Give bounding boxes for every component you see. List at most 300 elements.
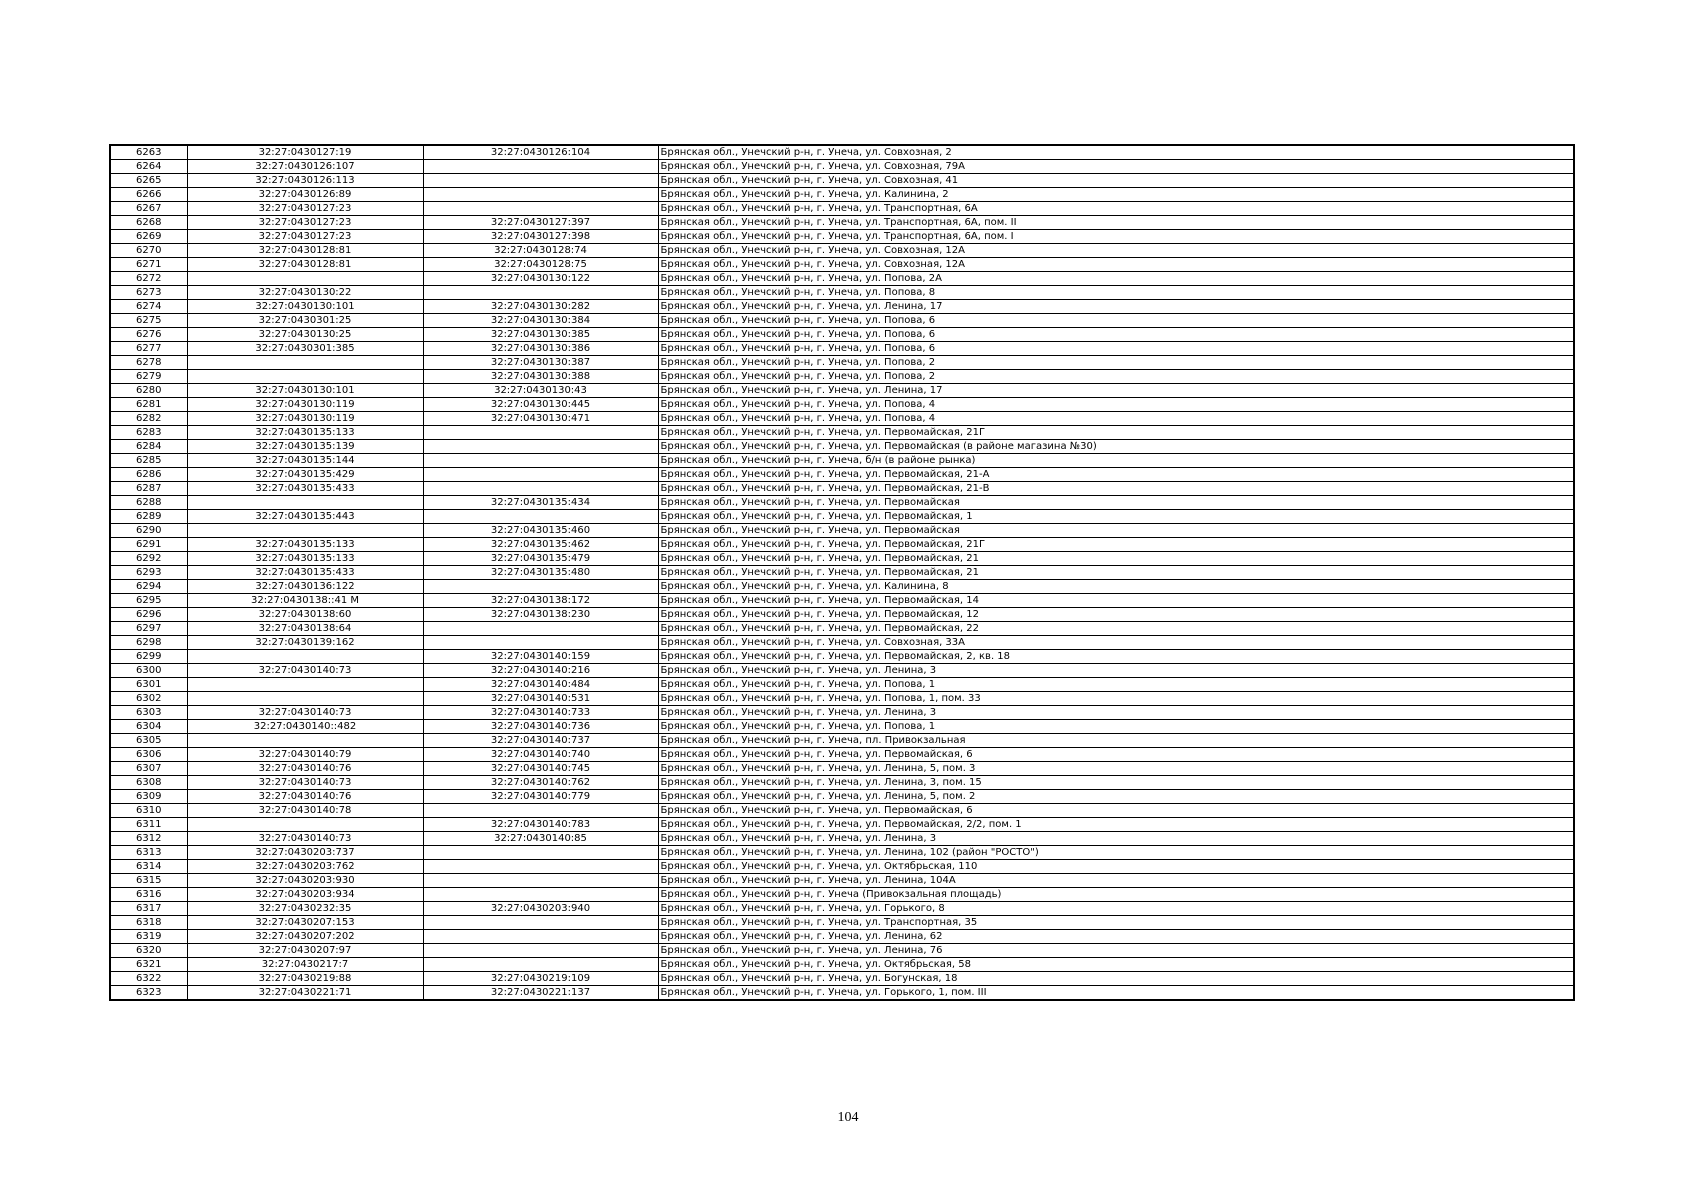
row-number-cell: 6279: [110, 370, 187, 384]
row-number-cell: 6264: [110, 160, 187, 174]
object-cadastral-number-cell: [423, 874, 658, 888]
row-number-cell: 6267: [110, 202, 187, 216]
address-cell: Брянская обл., Унечский р-н, г. Унеча, ул. Ленина, 62: [658, 930, 1574, 944]
object-cadastral-number-cell: 32:27:0430221:137: [423, 986, 658, 1001]
address-cell: Брянская обл., Унечский р-н, г. Унеча, ул. Совхозная, 12А: [658, 258, 1574, 272]
object-cadastral-number-cell: 32:27:0430140:737: [423, 734, 658, 748]
table-row: [110, 188, 1574, 202]
table-row: [110, 426, 1574, 440]
object-cadastral-number-cell: 32:27:0430140:85: [423, 832, 658, 846]
land-cadastral-number-cell: 32:27:0430203:930: [187, 874, 423, 888]
address-cell: Брянская обл., Унечский р-н, г. Унеча, ул. Ленина, 5, пом. 3: [658, 762, 1574, 776]
address-cell: Брянская обл., Унечский р-н, г. Унеча, ул. Калинина, 2: [658, 188, 1574, 202]
object-cadastral-number-cell: [423, 860, 658, 874]
table-row: [110, 412, 1574, 426]
address-cell: Брянская обл., Унечский р-н, г. Унеча, ул. Богунская, 18: [658, 972, 1574, 986]
object-cadastral-number-cell: 32:27:0430130:384: [423, 314, 658, 328]
row-number-cell: 6302: [110, 692, 187, 706]
row-number-cell: 6295: [110, 594, 187, 608]
address-cell: Брянская обл., Унечский р-н, г. Унеча, ул. Попова, 6: [658, 314, 1574, 328]
address-cell: Брянская обл., Унечский р-н, г. Унеча, ул. Попова, 4: [658, 398, 1574, 412]
address-cell: Брянская обл., Унечский р-н, г. Унеча, ул. Ленина, 3, пом. 15: [658, 776, 1574, 790]
address-cell: Брянская обл., Унечский р-н, г. Унеча (Привокзальная площадь): [658, 888, 1574, 902]
address-cell: Брянская обл., Унечский р-н, г. Унеча, ул. Первомайская, 2/2, пом. 1: [658, 818, 1574, 832]
object-cadastral-number-cell: [423, 174, 658, 188]
address-cell: Брянская обл., Унечский р-н, г. Унеча, ул. Первомайская, 12: [658, 608, 1574, 622]
land-cadastral-number-cell: 32:27:0430135:433: [187, 566, 423, 580]
table-row: [110, 874, 1574, 888]
row-number-cell: 6272: [110, 272, 187, 286]
object-cadastral-number-cell: 32:27:0430140:736: [423, 720, 658, 734]
table-row: [110, 580, 1574, 594]
object-cadastral-number-cell: 32:27:0430138:172: [423, 594, 658, 608]
land-cadastral-number-cell: [187, 818, 423, 832]
table-row: [110, 846, 1574, 860]
object-cadastral-number-cell: 32:27:0430135:479: [423, 552, 658, 566]
table-row: [110, 916, 1574, 930]
address-cell: Брянская обл., Унечский р-н, г. Унеча, ул. Ленина, 3: [658, 706, 1574, 720]
address-cell: Брянская обл., Унечский р-н, г. Унеча, ул. Ленина, 3: [658, 832, 1574, 846]
address-cell: Брянская обл., Унечский р-н, г. Унеча, ул. Попова, 1: [658, 720, 1574, 734]
row-number-cell: 6277: [110, 342, 187, 356]
table-row: [110, 216, 1574, 230]
land-cadastral-number-cell: 32:27:0430130:101: [187, 300, 423, 314]
address-cell: Брянская обл., Унечский р-н, г. Унеча, ул. Транспортная, 6А, пом. II: [658, 216, 1574, 230]
land-cadastral-number-cell: [187, 678, 423, 692]
object-cadastral-number-cell: 32:27:0430130:282: [423, 300, 658, 314]
object-cadastral-number-cell: 32:27:0430140:783: [423, 818, 658, 832]
land-cadastral-number-cell: 32:27:0430127:23: [187, 202, 423, 216]
address-cell: Брянская обл., Унечский р-н, г. Унеча, ул. Ленина, 17: [658, 300, 1574, 314]
address-cell: Брянская обл., Унечский р-н, г. Унеча, ул. Первомайская, 21: [658, 552, 1574, 566]
land-cadastral-number-cell: 32:27:0430140:73: [187, 776, 423, 790]
address-cell: Брянская обл., Унечский р-н, г. Унеча, ул. Горького, 1, пом. III: [658, 986, 1574, 1001]
row-number-cell: 6312: [110, 832, 187, 846]
row-number-cell: 6280: [110, 384, 187, 398]
row-number-cell: 6314: [110, 860, 187, 874]
row-number-cell: 6296: [110, 608, 187, 622]
address-cell: Брянская обл., Унечский р-н, г. Унеча, ул. Ленина, 102 (район "РОСТО"): [658, 846, 1574, 860]
table-row: [110, 734, 1574, 748]
row-number-cell: 6271: [110, 258, 187, 272]
address-cell: Брянская обл., Унечский р-н, г. Унеча, ул. Совхозная, 79А: [658, 160, 1574, 174]
land-cadastral-number-cell: 32:27:0430138:64: [187, 622, 423, 636]
land-cadastral-number-cell: 32:27:0430207:202: [187, 930, 423, 944]
address-cell: Брянская обл., Унечский р-н, г. Унеча, ул. Попова, 1: [658, 678, 1574, 692]
address-cell: Брянская обл., Унечский р-н, г. Унеча, ул. Калинина, 8: [658, 580, 1574, 594]
land-cadastral-number-cell: 32:27:0430203:737: [187, 846, 423, 860]
table-row: [110, 832, 1574, 846]
table-row: [110, 594, 1574, 608]
table-row: [110, 440, 1574, 454]
address-cell: Брянская обл., Унечский р-н, г. Унеча, ул. Первомайская, 6: [658, 748, 1574, 762]
address-cell: Брянская обл., Унечский р-н, г. Унеча, ул. Первомайская: [658, 496, 1574, 510]
row-number-cell: 6301: [110, 678, 187, 692]
land-cadastral-number-cell: 32:27:0430136:122: [187, 580, 423, 594]
table-row: [110, 650, 1574, 664]
object-cadastral-number-cell: 32:27:0430126:104: [423, 145, 658, 160]
land-cadastral-number-cell: [187, 734, 423, 748]
land-cadastral-number-cell: 32:27:0430126:113: [187, 174, 423, 188]
table-row: [110, 286, 1574, 300]
land-cadastral-number-cell: 32:27:0430130:119: [187, 412, 423, 426]
row-number-cell: 6319: [110, 930, 187, 944]
address-cell: Брянская обл., Унечский р-н, г. Унеча, ул. Первомайская, 21-А: [658, 468, 1574, 482]
object-cadastral-number-cell: [423, 426, 658, 440]
row-number-cell: 6288: [110, 496, 187, 510]
address-cell: Брянская обл., Унечский р-н, г. Унеча, ул. Совхозная, 2: [658, 145, 1574, 160]
row-number-cell: 6265: [110, 174, 187, 188]
land-cadastral-number-cell: 32:27:0430139:162: [187, 636, 423, 650]
row-number-cell: 6283: [110, 426, 187, 440]
land-cadastral-number-cell: 32:27:0430126:89: [187, 188, 423, 202]
table-row: [110, 636, 1574, 650]
row-number-cell: 6313: [110, 846, 187, 860]
object-cadastral-number-cell: [423, 846, 658, 860]
table-row: [110, 328, 1574, 342]
row-number-cell: 6276: [110, 328, 187, 342]
land-cadastral-number-cell: 32:27:0430130:25: [187, 328, 423, 342]
object-cadastral-number-cell: 32:27:0430140:159: [423, 650, 658, 664]
table-row: [110, 145, 1574, 160]
table-row: [110, 986, 1574, 1001]
land-cadastral-number-cell: 32:27:0430232:35: [187, 902, 423, 916]
table-row: [110, 552, 1574, 566]
row-number-cell: 6270: [110, 244, 187, 258]
object-cadastral-number-cell: 32:27:0430128:74: [423, 244, 658, 258]
table-row: [110, 804, 1574, 818]
row-number-cell: 6320: [110, 944, 187, 958]
address-cell: Брянская обл., Унечский р-н, г. Унеча, ул. Ленина, 17: [658, 384, 1574, 398]
table-row: [110, 244, 1574, 258]
table-row: [110, 482, 1574, 496]
table-row: [110, 384, 1574, 398]
object-cadastral-number-cell: 32:27:0430127:397: [423, 216, 658, 230]
row-number-cell: 6293: [110, 566, 187, 580]
object-cadastral-number-cell: [423, 930, 658, 944]
row-number-cell: 6306: [110, 748, 187, 762]
table-row: [110, 930, 1574, 944]
land-cadastral-number-cell: 32:27:0430207:97: [187, 944, 423, 958]
object-cadastral-number-cell: 32:27:0430127:398: [423, 230, 658, 244]
row-number-cell: 6321: [110, 958, 187, 972]
address-cell: Брянская обл., Унечский р-н, г. Унеча, ул. Октябрьская, 110: [658, 860, 1574, 874]
table-row: [110, 972, 1574, 986]
object-cadastral-number-cell: [423, 454, 658, 468]
object-cadastral-number-cell: [423, 482, 658, 496]
address-cell: Брянская обл., Унечский р-н, г. Унеча, ул. Ленина, 104А: [658, 874, 1574, 888]
row-number-cell: 6289: [110, 510, 187, 524]
table-row: [110, 762, 1574, 776]
table-row: [110, 174, 1574, 188]
land-cadastral-number-cell: [187, 650, 423, 664]
land-cadastral-number-cell: 32:27:0430140:73: [187, 664, 423, 678]
row-number-cell: 6292: [110, 552, 187, 566]
land-cadastral-number-cell: 32:27:0430135:133: [187, 538, 423, 552]
address-cell: Брянская обл., Унечский р-н, г. Унеча, ул. Первомайская, 6: [658, 804, 1574, 818]
land-cadastral-number-cell: 32:27:0430130:22: [187, 286, 423, 300]
address-cell: Брянская обл., Унечский р-н, г. Унеча, ул. Попова, 6: [658, 328, 1574, 342]
row-number-cell: 6294: [110, 580, 187, 594]
table-row: [110, 790, 1574, 804]
row-number-cell: 6284: [110, 440, 187, 454]
object-cadastral-number-cell: 32:27:0430135:460: [423, 524, 658, 538]
table-row: [110, 454, 1574, 468]
address-cell: Брянская обл., Унечский р-н, г. Унеча, ул. Первомайская, 2, кв. 18: [658, 650, 1574, 664]
row-number-cell: 6281: [110, 398, 187, 412]
land-cadastral-number-cell: 32:27:0430135:433: [187, 482, 423, 496]
address-cell: Брянская обл., Унечский р-н, г. Унеча, ул. Попова, 2А: [658, 272, 1574, 286]
table-row: [110, 398, 1574, 412]
address-cell: Брянская обл., Унечский р-н, г. Унеча, пл. Привокзальная: [658, 734, 1574, 748]
land-cadastral-number-cell: 32:27:0430138::41 М: [187, 594, 423, 608]
row-number-cell: 6299: [110, 650, 187, 664]
row-number-cell: 6316: [110, 888, 187, 902]
row-number-cell: 6317: [110, 902, 187, 916]
object-cadastral-number-cell: 32:27:0430130:387: [423, 356, 658, 370]
address-cell: Брянская обл., Унечский р-н, г. Унеча, ул. Совхозная, 12А: [658, 244, 1574, 258]
land-cadastral-number-cell: 32:27:0430127:23: [187, 230, 423, 244]
land-cadastral-number-cell: 32:27:0430221:71: [187, 986, 423, 1001]
address-cell: Брянская обл., Унечский р-н, г. Унеча, ул. Транспортная, 35: [658, 916, 1574, 930]
object-cadastral-number-cell: 32:27:0430135:480: [423, 566, 658, 580]
land-cadastral-number-cell: 32:27:0430127:19: [187, 145, 423, 160]
address-cell: Брянская обл., Унечский р-н, г. Унеча, ул. Ленина, 3: [658, 664, 1574, 678]
object-cadastral-number-cell: [423, 160, 658, 174]
address-cell: Брянская обл., Унечский р-н, г. Унеча, ул. Попова, 2: [658, 370, 1574, 384]
address-cell: Брянская обл., Унечский р-н, г. Унеча, ул. Первомайская, 21Г: [658, 426, 1574, 440]
object-cadastral-number-cell: [423, 804, 658, 818]
object-cadastral-number-cell: 32:27:0430140:484: [423, 678, 658, 692]
object-cadastral-number-cell: [423, 510, 658, 524]
object-cadastral-number-cell: [423, 622, 658, 636]
land-cadastral-number-cell: 32:27:0430140:73: [187, 706, 423, 720]
object-cadastral-number-cell: [423, 888, 658, 902]
address-cell: Брянская обл., Унечский р-н, г. Унеча, ул. Попова, 4: [658, 412, 1574, 426]
row-number-cell: 6311: [110, 818, 187, 832]
land-cadastral-number-cell: 32:27:0430140:76: [187, 762, 423, 776]
table-row: [110, 706, 1574, 720]
table-row: [110, 356, 1574, 370]
land-cadastral-number-cell: 32:27:0430135:133: [187, 426, 423, 440]
object-cadastral-number-cell: [423, 440, 658, 454]
address-cell: Брянская обл., Унечский р-н, г. Унеча, ул. Первомайская (в районе магазина №30): [658, 440, 1574, 454]
land-cadastral-number-cell: 32:27:0430301:25: [187, 314, 423, 328]
table-row: [110, 538, 1574, 552]
table-row: [110, 300, 1574, 314]
row-number-cell: 6266: [110, 188, 187, 202]
table-row: [110, 944, 1574, 958]
object-cadastral-number-cell: 32:27:0430140:779: [423, 790, 658, 804]
object-cadastral-number-cell: 32:27:0430140:762: [423, 776, 658, 790]
row-number-cell: 6323: [110, 986, 187, 1001]
address-cell: Брянская обл., Унечский р-н, г. Унеча, б/н (в районе рынка): [658, 454, 1574, 468]
row-number-cell: 6282: [110, 412, 187, 426]
address-cell: Брянская обл., Унечский р-н, г. Унеча, ул. Горького, 8: [658, 902, 1574, 916]
row-number-cell: 6269: [110, 230, 187, 244]
row-number-cell: 6286: [110, 468, 187, 482]
land-cadastral-number-cell: [187, 496, 423, 510]
land-cadastral-number-cell: 32:27:0430135:133: [187, 552, 423, 566]
row-number-cell: 6291: [110, 538, 187, 552]
address-cell: Брянская обл., Унечский р-н, г. Унеча, ул. Первомайская, 21Г: [658, 538, 1574, 552]
address-cell: Брянская обл., Унечский р-н, г. Унеча, ул. Первомайская: [658, 524, 1574, 538]
table-row: [110, 902, 1574, 916]
object-cadastral-number-cell: 32:27:0430135:434: [423, 496, 658, 510]
object-cadastral-number-cell: 32:27:0430130:471: [423, 412, 658, 426]
table-row: [110, 160, 1574, 174]
table-row: [110, 958, 1574, 972]
table-row: [110, 818, 1574, 832]
table-row: [110, 370, 1574, 384]
address-cell: Брянская обл., Унечский р-н, г. Унеча, ул. Ленина, 5, пом. 2: [658, 790, 1574, 804]
land-cadastral-number-cell: 32:27:0430135:443: [187, 510, 423, 524]
address-cell: Брянская обл., Унечский р-н, г. Унеча, ул. Первомайская, 14: [658, 594, 1574, 608]
land-cadastral-number-cell: 32:27:0430128:81: [187, 258, 423, 272]
row-number-cell: 6309: [110, 790, 187, 804]
address-cell: Брянская обл., Унечский р-н, г. Унеча, ул. Октябрьская, 58: [658, 958, 1574, 972]
address-cell: Брянская обл., Унечский р-н, г. Унеча, ул. Первомайская, 1: [658, 510, 1574, 524]
table-row: [110, 314, 1574, 328]
object-cadastral-number-cell: [423, 286, 658, 300]
row-number-cell: 6300: [110, 664, 187, 678]
address-cell: Брянская обл., Унечский р-н, г. Унеча, ул. Транспортная, 6А, пом. I: [658, 230, 1574, 244]
object-cadastral-number-cell: 32:27:0430130:122: [423, 272, 658, 286]
table-row: [110, 748, 1574, 762]
table-row: [110, 678, 1574, 692]
land-cadastral-number-cell: 32:27:0430301:385: [187, 342, 423, 356]
object-cadastral-number-cell: 32:27:0430203:940: [423, 902, 658, 916]
land-cadastral-number-cell: 32:27:0430135:429: [187, 468, 423, 482]
address-cell: Брянская обл., Унечский р-н, г. Унеча, ул. Ленина, 76: [658, 944, 1574, 958]
address-cell: Брянская обл., Унечский р-н, г. Унеча, ул. Попова, 8: [658, 286, 1574, 300]
object-cadastral-number-cell: 32:27:0430128:75: [423, 258, 658, 272]
land-cadastral-number-cell: 32:27:0430140:79: [187, 748, 423, 762]
object-cadastral-number-cell: 32:27:0430130:386: [423, 342, 658, 356]
land-cadastral-number-cell: [187, 692, 423, 706]
land-cadastral-number-cell: 32:27:0430130:101: [187, 384, 423, 398]
table-row: [110, 888, 1574, 902]
table-row: [110, 510, 1574, 524]
object-cadastral-number-cell: [423, 580, 658, 594]
object-cadastral-number-cell: [423, 188, 658, 202]
row-number-cell: 6303: [110, 706, 187, 720]
land-cadastral-number-cell: 32:27:0430126:107: [187, 160, 423, 174]
object-cadastral-number-cell: [423, 944, 658, 958]
row-number-cell: 6274: [110, 300, 187, 314]
land-cadastral-number-cell: [187, 370, 423, 384]
land-cadastral-number-cell: 32:27:0430217:7: [187, 958, 423, 972]
row-number-cell: 6275: [110, 314, 187, 328]
row-number-cell: 6310: [110, 804, 187, 818]
land-cadastral-number-cell: 32:27:0430207:153: [187, 916, 423, 930]
table-row: [110, 776, 1574, 790]
page-number: 104: [837, 1110, 859, 1125]
object-cadastral-number-cell: 32:27:0430138:230: [423, 608, 658, 622]
land-cadastral-number-cell: 32:27:0430128:81: [187, 244, 423, 258]
land-cadastral-number-cell: 32:27:0430203:934: [187, 888, 423, 902]
address-cell: Брянская обл., Унечский р-н, г. Унеча, ул. Попова, 6: [658, 342, 1574, 356]
row-number-cell: 6278: [110, 356, 187, 370]
address-cell: Брянская обл., Унечский р-н, г. Унеча, ул. Совхозная, 33А: [658, 636, 1574, 650]
object-cadastral-number-cell: 32:27:0430130:385: [423, 328, 658, 342]
address-cell: Брянская обл., Унечский р-н, г. Унеча, ул. Первомайская, 21-В: [658, 482, 1574, 496]
object-cadastral-number-cell: 32:27:0430219:109: [423, 972, 658, 986]
table-row: [110, 468, 1574, 482]
row-number-cell: 6307: [110, 762, 187, 776]
row-number-cell: 6273: [110, 286, 187, 300]
table-row: [110, 524, 1574, 538]
land-cadastral-number-cell: 32:27:0430138:60: [187, 608, 423, 622]
row-number-cell: 6263: [110, 145, 187, 160]
table-row: [110, 860, 1574, 874]
land-cadastral-number-cell: 32:27:0430140:78: [187, 804, 423, 818]
land-cadastral-number-cell: 32:27:0430140:73: [187, 832, 423, 846]
row-number-cell: 6305: [110, 734, 187, 748]
address-cell: Брянская обл., Унечский р-н, г. Унеча, ул. Попова, 1, пом. 33: [658, 692, 1574, 706]
row-number-cell: 6285: [110, 454, 187, 468]
object-cadastral-number-cell: 32:27:0430130:43: [423, 384, 658, 398]
table-row: [110, 496, 1574, 510]
land-cadastral-number-cell: 32:27:0430203:762: [187, 860, 423, 874]
registry-table: [109, 144, 1575, 1001]
row-number-cell: 6318: [110, 916, 187, 930]
table-row: [110, 664, 1574, 678]
address-cell: Брянская обл., Унечский р-н, г. Унеча, ул. Попова, 2: [658, 356, 1574, 370]
address-cell: Брянская обл., Унечский р-н, г. Унеча, ул. Первомайская, 21: [658, 566, 1574, 580]
land-cadastral-number-cell: 32:27:0430130:119: [187, 398, 423, 412]
table-row: [110, 230, 1574, 244]
object-cadastral-number-cell: [423, 202, 658, 216]
land-cadastral-number-cell: 32:27:0430140:76: [187, 790, 423, 804]
row-number-cell: 6298: [110, 636, 187, 650]
row-number-cell: 6290: [110, 524, 187, 538]
object-cadastral-number-cell: 32:27:0430140:216: [423, 664, 658, 678]
table-row: [110, 622, 1574, 636]
table-row: [110, 566, 1574, 580]
land-cadastral-number-cell: 32:27:0430135:144: [187, 454, 423, 468]
land-cadastral-number-cell: [187, 524, 423, 538]
row-number-cell: 6315: [110, 874, 187, 888]
object-cadastral-number-cell: [423, 636, 658, 650]
object-cadastral-number-cell: 32:27:0430140:745: [423, 762, 658, 776]
object-cadastral-number-cell: 32:27:0430140:531: [423, 692, 658, 706]
address-cell: Брянская обл., Унечский р-н, г. Унеча, ул. Совхозная, 41: [658, 174, 1574, 188]
object-cadastral-number-cell: 32:27:0430130:388: [423, 370, 658, 384]
land-cadastral-number-cell: 32:27:0430219:88: [187, 972, 423, 986]
land-cadastral-number-cell: [187, 356, 423, 370]
address-cell: Брянская обл., Унечский р-н, г. Унеча, ул. Транспортная, 6А: [658, 202, 1574, 216]
land-cadastral-number-cell: 32:27:0430127:23: [187, 216, 423, 230]
land-cadastral-number-cell: [187, 272, 423, 286]
registry-table-body: [110, 145, 1574, 1000]
row-number-cell: 6304: [110, 720, 187, 734]
row-number-cell: 6268: [110, 216, 187, 230]
table-row: [110, 258, 1574, 272]
table-row: [110, 342, 1574, 356]
object-cadastral-number-cell: [423, 916, 658, 930]
object-cadastral-number-cell: 32:27:0430140:740: [423, 748, 658, 762]
table-row: [110, 202, 1574, 216]
row-number-cell: 6287: [110, 482, 187, 496]
row-number-cell: 6297: [110, 622, 187, 636]
table-row: [110, 608, 1574, 622]
row-number-cell: 6322: [110, 972, 187, 986]
table-row: [110, 272, 1574, 286]
table-row: [110, 720, 1574, 734]
object-cadastral-number-cell: 32:27:0430140:733: [423, 706, 658, 720]
land-cadastral-number-cell: 32:27:0430140::482: [187, 720, 423, 734]
